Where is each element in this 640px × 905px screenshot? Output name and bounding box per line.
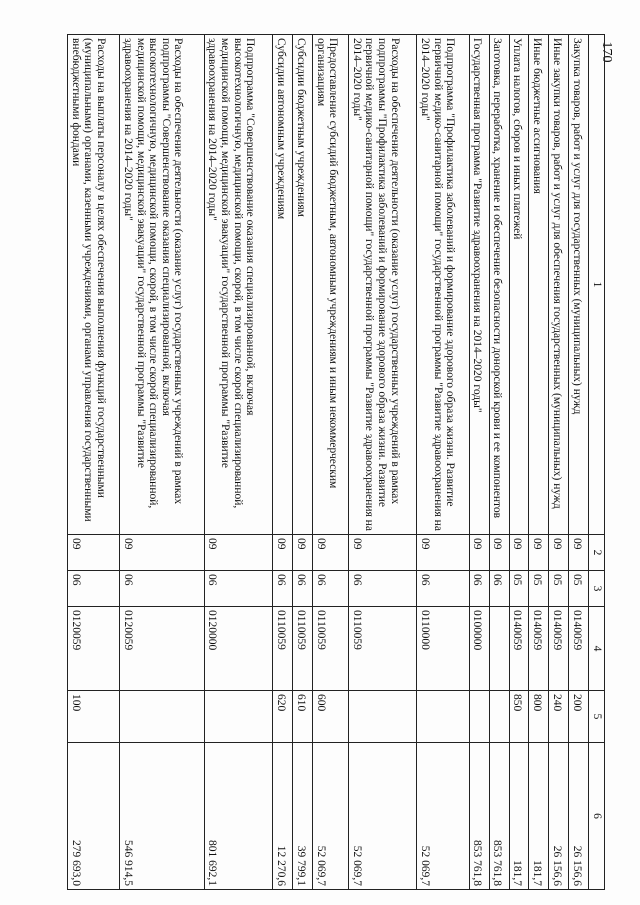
subsection-code: 05 <box>529 571 549 607</box>
target-article-code: 0110059 <box>273 607 293 691</box>
subsection-code: 06 <box>469 571 489 607</box>
amount: 52 069,7 <box>349 743 417 890</box>
item-name: Заготовка, переработка, хранение и обеспечение безопасности донорской крови и ее компонентов <box>489 35 509 535</box>
section-code: 09 <box>204 535 272 571</box>
section-code: 09 <box>349 535 417 571</box>
expense-type-code <box>120 691 204 743</box>
target-article-code: 0100000 <box>469 607 489 691</box>
section-code: 09 <box>273 535 293 571</box>
table-row <box>549 35 569 890</box>
expense-type-code: 600 <box>313 691 349 743</box>
amount: 26 156,6 <box>569 743 589 890</box>
section-code: 09 <box>68 535 120 571</box>
subsection-code: 06 <box>349 571 417 607</box>
subsection-code: 06 <box>120 571 204 607</box>
item-name: Уплата налогов, сборов и иных платежей <box>509 35 529 535</box>
subsection-code: 06 <box>417 571 469 607</box>
amount: 181,7 <box>529 743 549 890</box>
item-name: Субсидии бюджетным учреждениям <box>293 35 313 535</box>
column-header: 5 <box>589 691 605 743</box>
table-row <box>273 35 293 890</box>
subsection-code: 06 <box>489 571 509 607</box>
amount: 39 799,1 <box>293 743 313 890</box>
target-article-code: 0120000 <box>204 607 272 691</box>
section-code: 09 <box>417 535 469 571</box>
target-article-code: 0120059 <box>120 607 204 691</box>
table-row <box>509 35 529 890</box>
target-article-code: 0140059 <box>549 607 569 691</box>
column-header: 3 <box>589 571 605 607</box>
expense-type-code <box>469 691 489 743</box>
section-code: 09 <box>549 535 569 571</box>
item-name: Предоставление субсидий бюджетным, автономным учреждениям и иным некоммерческим организациям <box>313 35 349 535</box>
amount: 52 069,7 <box>313 743 349 890</box>
section-code: 09 <box>120 535 204 571</box>
amount: 853 761,8 <box>489 743 509 890</box>
section-code: 09 <box>489 535 509 571</box>
table-row <box>569 35 589 890</box>
budget-table <box>67 34 605 890</box>
column-header: 1 <box>589 35 605 535</box>
column-header: 6 <box>589 743 605 890</box>
page-number: 170 <box>599 41 614 63</box>
target-article-code: 0120059 <box>68 607 120 691</box>
table-row <box>349 35 417 890</box>
target-article-code: 0140059 <box>509 607 529 691</box>
item-name: Закупка товаров, работ и услуг для государственных (муниципальных) нужд <box>569 35 589 535</box>
expense-type-code <box>489 691 509 743</box>
amount: 546 914,5 <box>120 743 204 890</box>
expense-type-code: 240 <box>549 691 569 743</box>
item-name: Подпрограмма "Профилактика заболеваний и формирование здорового образа жизни. Развитие первичной медико-санитарной помощи" государственной программы "Развитие здравоохранения на 2014–2020 годы" <box>417 35 469 535</box>
subsection-code: 06 <box>68 571 120 607</box>
column-header: 4 <box>589 607 605 691</box>
section-code: 09 <box>469 535 489 571</box>
amount: 12 270,6 <box>273 743 293 890</box>
item-name: Подпрограмма "Совершенствование оказания специализированной, включая высокотехнологичную, медицинской помощи, скорой, в том числе скорой специализированной, медицинской помощи, медицинской эвакуации" государственной программы "Развитие здравоохранения на 2014–2020 годы" <box>204 35 272 535</box>
subsection-code: 05 <box>509 571 529 607</box>
amount: 801 692,1 <box>204 743 272 890</box>
expense-type-code <box>204 691 272 743</box>
subsection-code: 06 <box>204 571 272 607</box>
item-name: Расходы на обеспечение деятельности (оказание услуг) государственных учреждений в рамках подпрограммы "Профилактика заболеваний и формирование здорового образа жизни. Развитие первичной медико-санитарной помощи" государственной программы "Развитие здравоохранения на 2014–2020 годы" <box>349 35 417 535</box>
target-article-code: 0110059 <box>293 607 313 691</box>
amount: 853 761,8 <box>469 743 489 890</box>
table-header-row <box>589 35 605 890</box>
target-article-code <box>489 607 509 691</box>
amount: 52 069,7 <box>417 743 469 890</box>
section-code: 09 <box>569 535 589 571</box>
table-row <box>469 35 489 890</box>
target-article-code: 0110059 <box>349 607 417 691</box>
table-row <box>68 35 120 890</box>
rotated-table-container <box>67 34 605 889</box>
expense-type-code: 200 <box>569 691 589 743</box>
amount: 279 693,0 <box>68 743 120 890</box>
section-code: 09 <box>509 535 529 571</box>
expense-type-code: 620 <box>273 691 293 743</box>
table-row <box>204 35 272 890</box>
section-code: 09 <box>529 535 549 571</box>
item-name: Иные закупки товаров, работ и услуг для обеспечения государственных (муниципальных) нужд <box>549 35 569 535</box>
expense-type-code: 610 <box>293 691 313 743</box>
target-article-code: 0140059 <box>529 607 549 691</box>
table-row <box>529 35 549 890</box>
item-name: Иные бюджетные ассигнования <box>529 35 549 535</box>
expense-type-code <box>349 691 417 743</box>
amount: 181,7 <box>509 743 529 890</box>
expense-type-code <box>417 691 469 743</box>
table-row <box>489 35 509 890</box>
section-code: 09 <box>313 535 349 571</box>
target-article-code: 0110059 <box>313 607 349 691</box>
item-name: Субсидии автономным учреждениям <box>273 35 293 535</box>
amount: 26 156,6 <box>549 743 569 890</box>
subsection-code: 05 <box>569 571 589 607</box>
expense-type-code: 800 <box>529 691 549 743</box>
target-article-code: 0110000 <box>417 607 469 691</box>
subsection-code: 05 <box>549 571 569 607</box>
item-name: Государственная программа "Развитие здравоохранения на 2014–2020 годы" <box>469 35 489 535</box>
subsection-code: 06 <box>273 571 293 607</box>
expense-type-code: 100 <box>68 691 120 743</box>
item-name: Расходы на выплаты персоналу в целях обеспечения выполнения функций государственными (муниципальными) органами, казенными учреждениями, органами управления государственными внебюджетными фондами <box>68 35 120 535</box>
subsection-code: 06 <box>313 571 349 607</box>
table-row <box>293 35 313 890</box>
item-name: Расходы на обеспечение деятельности (оказание услуг) государственных учреждений в рамках подпрограммы "Совершенствование оказания специализированной, включая высокотехнологичную, медицинской помощи, скорой, в том числе скорой специализированной, медицинской помощи, медицинской эвакуации" государственной программы "Развитие здравоохранения на 2014–2020 годы" <box>120 35 204 535</box>
section-code: 09 <box>293 535 313 571</box>
table-row <box>120 35 204 890</box>
subsection-code: 06 <box>293 571 313 607</box>
expense-type-code: 850 <box>509 691 529 743</box>
column-header: 2 <box>589 535 605 571</box>
table-row <box>313 35 349 890</box>
target-article-code: 0140059 <box>569 607 589 691</box>
table-row <box>417 35 469 890</box>
